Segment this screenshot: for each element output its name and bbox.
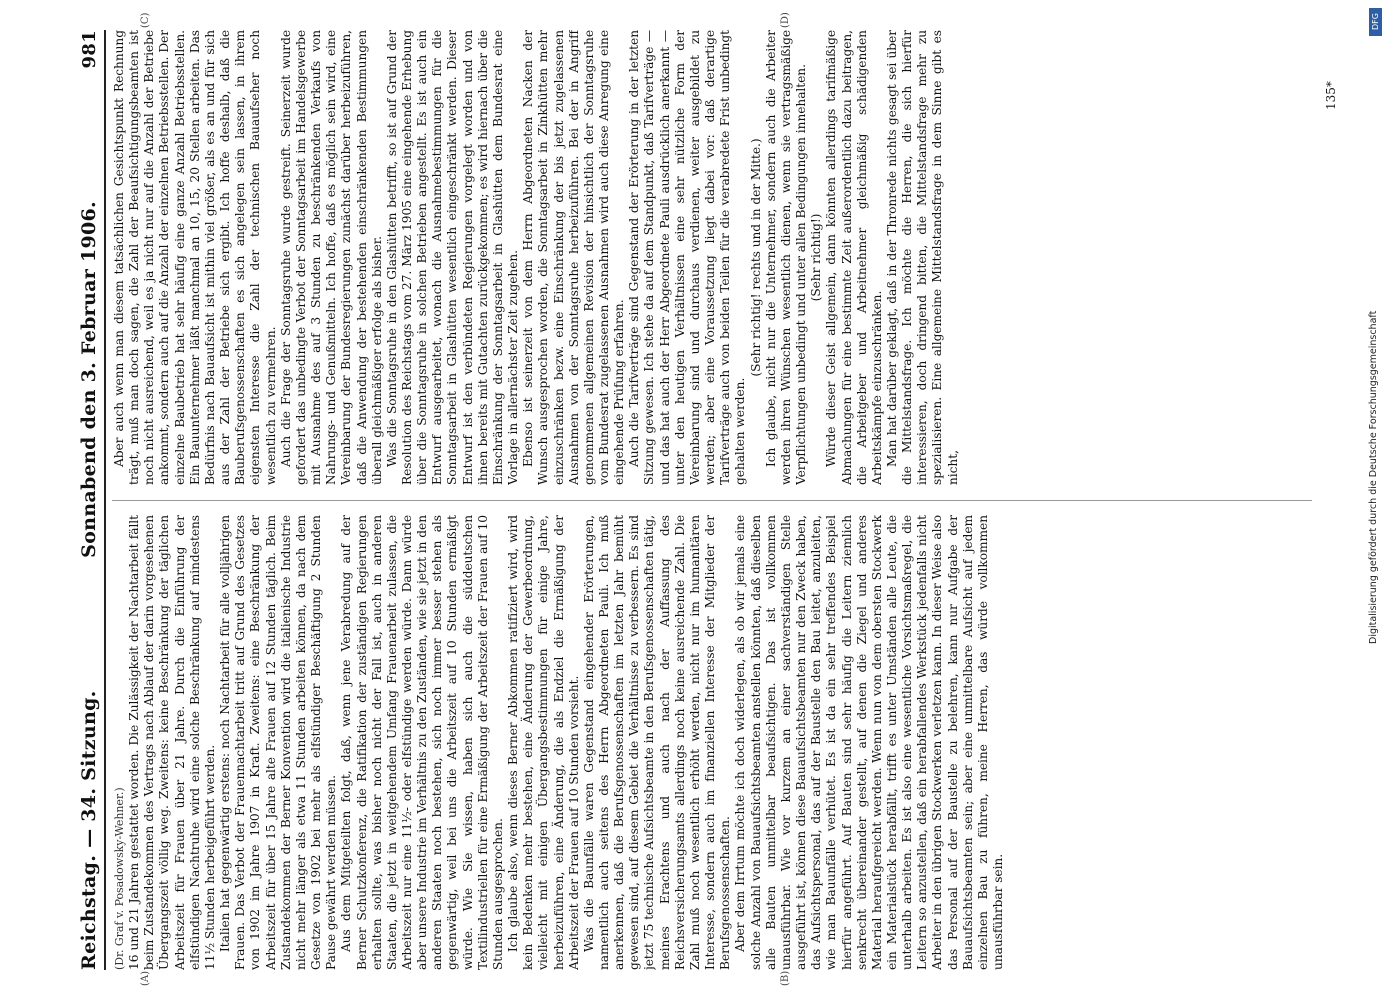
- paragraph: Ich glaube also, wenn dieses Berner Abkommen ratifiziert wird, wird kein Bedenken mehr bestehen, eine Änderung der Gewerbeordnung, vielleicht mit einigen Übergangsbestimmungen für einige Jahre, herbeizuführen, eine Änderung, die als Endziel die Ermäßigung der Arbeitszeit der Frauen auf 10 Stunden vorsieht.: [506, 515, 581, 970]
- page-signature: 135*: [1324, 81, 1338, 110]
- interjection: (Sehr richtig!): [809, 213, 824, 302]
- right-column: [112, 30, 1342, 485]
- header-rule: [104, 30, 106, 970]
- paragraph: 16 und 21 Jahren gestattet worden. Die Zulässigkeit der Nachtarbeit fällt beim Zustandekommen des Vertrags nach Ablauf der darin vorgesehenen Übergangszeit völlig weg. Zweitens: keine Beschränkung der täglichen Arbeitszeit für Frauen über 21 Jahre. Durch die Einführung der elfstündigen Nachtruhe wird eine solche Beschränkung auf mindestens 11½ Stunden herbeigeführt werden.: [127, 515, 217, 970]
- paragraph: Aber auch wenn man diesem tatsächlichen Gesichtspunkt Rechnung trägt, muß man doch sagen, die Zahl der Beaufsichtigungsbeamten ist noch nicht ausreichend, weil es ja nicht nur auf die Anzahl der Betriebe ankommt, sondern auch auf die Anzahl der einzelnen Betriebsstellen. Der einzelne Baubetrieb hat sehr häufig eine ganze Anzahl Betriebsstellen. Ein Bauunternehmer läßt manchmal an 10, 15, 20 Stellen arbeiten. Das Bedürfnis nach Bauaufsicht ist mithin viel größer, als es an und für sich aus der Zahl der Betriebe sich ergibt. Ich hoffe deshalb, daß die Bauberufsgenossenschaften es sich angelegen sein lassen, in ihrem eigensten Interesse die Zahl der technischen Bauaufseher noch wesentlich zu vermehren.: [112, 30, 278, 485]
- paragraph: Italien hat gegenwärtig erstens: noch Nachtarbeit für alle volljährigen Frauen. Das Verbot der Frauennachtarbeit tritt auf Grund des Gesetzes von 1902 im Jahre 1907 in Kraft. Zweitens: eine Beschränkung der Arbeitszeit für über 15 Jahre alte Frauen auf 12 Stunden täglich. Beim Zustandekommen der Berner Konvention wird die italienische Industrie nicht mehr länger als etwa 11 Stunden arbeiten können, da nach dem Gesetze von 1902 bei mehr als elfstündiger Beschäftigung 2 Stunden Pause gewährt werden müssen.: [218, 515, 339, 970]
- page-number: 981: [79, 30, 100, 69]
- margin-letter-a: (A): [140, 970, 151, 986]
- paragraph: Was die Sonntagsruhe in den Glashütten betrifft, so ist auf Grund der Resolution des Reichstags vom 27. März 1905 eine eingehende Erhebung über die Sonntagsruhe in solchen Betrieben angestellt. Es ist auch ein Entwurf ausgearbeitet, wonach die Ausnahmebestimmungen für die Sonntagsarbeit in Glashütten wesentlich eingeschränkt werden. Dieser Entwurf ist den verbündeten Regierungen vorgelegt worden und von ihnen bereits mit Gutachten zurückgekommen; es wird hiernach über die Einschränkung der Sonntagsarbeit in Glashütten dem Bundesrat eine Vorlage in allernächster Zeit zugehen.: [384, 30, 521, 485]
- interjection: (Sehr richtig! rechts und in der Mitte.): [748, 138, 763, 377]
- margin-letter-c: (C): [140, 12, 151, 28]
- paragraph: Aber dem Irrtum möchte ich doch widerlegen, als ob wir jemals eine solche Anzahl von Bauaufsichtsbeamten anstellen könnten, daß dieselben alle Bauten unmittelbar beaufsichtigen. Das ist vollkommen unausführbar. Wie vor kurzem an einer sachverständigen Stelle ausgeführt ist, können diese Bauaufsichtsbeamten nur den Zweck haben, das Aufsichtspersonal, das auf der Baustelle den Bau leitet, anzuleiten, wie man Bauunfälle verhütet. Es ist da ein sehr treffendes Beispiel hierfür angeführt. Auf Bauten sind sehr häufig die Leitern ziemlich senkrecht übereinander gestellt, auf denen die Ziegel und anderes Material heraufgereicht werden. Wenn nun von dem obersten Stockwerk ein Materialstück herabfällt, trifft es unter Umständen alle Leute, die unterhalb arbeiten. Es ist also eine wesentliche Vorsichtsmaßregel, die Leitern so anzustellen, daß ein herabfallendes Werkstück jedenfalls nicht Arbeiter in den übrigen Stockwerken verletzen kann. In dieser Weise also das Personal auf der Baustelle zu belehren, kann nur Aufgabe der Bauaufsichtsbeamten sein; aber eine unmittelbare Aufsicht auf jedem einzelnen Bau zu führen, meine Herren, das würde vollkommen unausführbar sein.: [733, 515, 1006, 970]
- paragraph: Ebenso ist seinerzeit von dem Herrn Abgeordneten Nacken der Wunsch ausgesprochen worden, die Sonntagsarbeit in Zinkhütten mehr einzuschränken bezw. eine Einschränkung der bis jetzt zugelassenen Ausnahmen von der Sonntagsruhe herbeizuführen. Bei der in Angriff genommenen allgemeinen Revision der hinsichtlich der Sonntagsruhe vom Bundesrat zugelassenen Ausnahmen wird auch diese Anregung eine eingehende Prüfung erfahren.: [521, 30, 627, 485]
- dfg-logo: DFG: [1369, 8, 1382, 36]
- margin-letter-b: (B): [780, 970, 791, 986]
- header-date: Sonnabend den 3. Februar 1906.: [78, 201, 100, 558]
- rotated-page: [60, 10, 1360, 990]
- paragraph: Auch die Tarifverträge sind Gegenstand der Erörterung in der letzten Sitzung gewesen. Ich stehe da auf dem Standpunkt, daß Tarifverträge — und das hat auch der Herr Abgeordnete Pauli ausdrücklich anerkannt — unter den heutigen Verhältnissen eine sehr nützliche Form der Vereinbarung sind und durchaus verdienen, weiter ausgebildet zu werden; aber eine Voraussetzung liegt dabei vor: daß derartige Tarifverträge auch von beiden Teilen für die verabredete Frist unbedingt gehalten werden.: [627, 30, 748, 485]
- paragraph: Würde dieser Geist allgemein, dann könnten allerdings tarifmäßige Abmachungen für eine bestimmte Zeit außerordentlich dazu beitragen, die Arbeitgeber und Arbeitnehmer gleichmäßig schädigenden Arbeitskämpfe einzuschränken.: [824, 30, 884, 485]
- paragraph: Man hat darüber geklagt, daß in der Thronrede nichts gesagt sei über die Mittelstandsfrage. Ich möchte die Herren, die sich hierfür interessieren, doch dringend bitten, die Mittelstandsfrage mehr zu spezialisieren. Eine allgemeine Mittelstandsfrage in dem Sinne gibt es nicht,: [884, 30, 960, 485]
- column-separator: [112, 500, 1312, 501]
- paragraph: Auch die Frage der Sonntagsruhe wurde gestreift. Seinerzeit wurde gefordert das unbedingte Verbot der Sonntagsarbeit im Handelsgewerbe mit Ausnahme des auf 3 Stunden zu beschränkenden Verkaufs von Nahrungs- und Genußmitteln. Ich hoffe, daß es möglich sein wird, eine Vereinbarung der Bundesregierungen zunächst darüber herbeizuführen, daß die Anwendung der bestehenden einschränkenden Bestimmungen überall gleichmäßiger erfolge als bisher.: [278, 30, 384, 485]
- digitization-credit: Digitalisierung gefördert durch die Deutsche Forschungsgemeinschaft: [1368, 310, 1379, 644]
- header-left: Reichstag. — 34. Sitzung.: [78, 690, 100, 970]
- paragraph: Was die Baunfälle waren Gegenstand eingehender Erörterungen, namentlich auch seitens des Herrn Abgeordneten Pauli. Ich muß anerkennen, daß die Berufsgenossenschaften im letzten Jahr bemüht gewesen sind, auf diesem Gebiet die Verhältnisse zu verbessern. Es sind jetzt 75 technische Aufsichtsbeamte in den Berufsgenossenschaften tätig, meines Erachtens und auch nach der Auffassung des Reichsversicherungsamts allerdings noch keine ausreichende Zahl. Die Zahl muß noch wesentlich erhöht werden, nicht nur im humanitären Interesse, sondern auch im finanziellen Interesse der Mitglieder der Berufsgenossenschaften.: [581, 515, 733, 970]
- paragraph: Aus dem Mitgeteilten folgt, daß, wenn jene Verabredung auf der Berner Schutzkonferenz, die Ratifikation der zuständigen Regierungen erhalten sollte, was bisher noch nicht der Fall ist, auch in anderen Staaten, die jetzt in weitgehendem Umfang Frauenarbeit zulassen, die Arbeitszeit nur eine 11½- oder elfstündige werden würde. Dann würde aber unsere Industrie im Verhältnis zu den Zuständen, wie sie jetzt in den anderen Staaten noch bestehen, sich noch immer besser stehen als gegenwärtig, weil bei uns die Arbeitszeit auf 10 Stunden ermäßigt würde. Wie Sie wissen, haben sich auch die süddeutschen Textilindustriellen für eine Ermäßigung der Arbeitszeit der Frauen auf 10 Stunden ausgesprochen.: [339, 515, 505, 970]
- speaker-note: (Dr. Graf v. Posadowsky-Wehner.): [113, 787, 126, 970]
- paragraph: Ich glaube, nicht nur die Unternehmer, sondern auch die Arbeiter werden ihren Wünschen wesentlich dienen, wenn sie vertragsmäßige Verpflichtungen unbedingt und unter allen Bedingungen innehalten.: [763, 30, 809, 485]
- page-header: [60, 30, 100, 970]
- left-column: [112, 515, 1342, 970]
- digitization-sidebar: [1368, 0, 1383, 1000]
- margin-letter-d: (D): [780, 12, 791, 28]
